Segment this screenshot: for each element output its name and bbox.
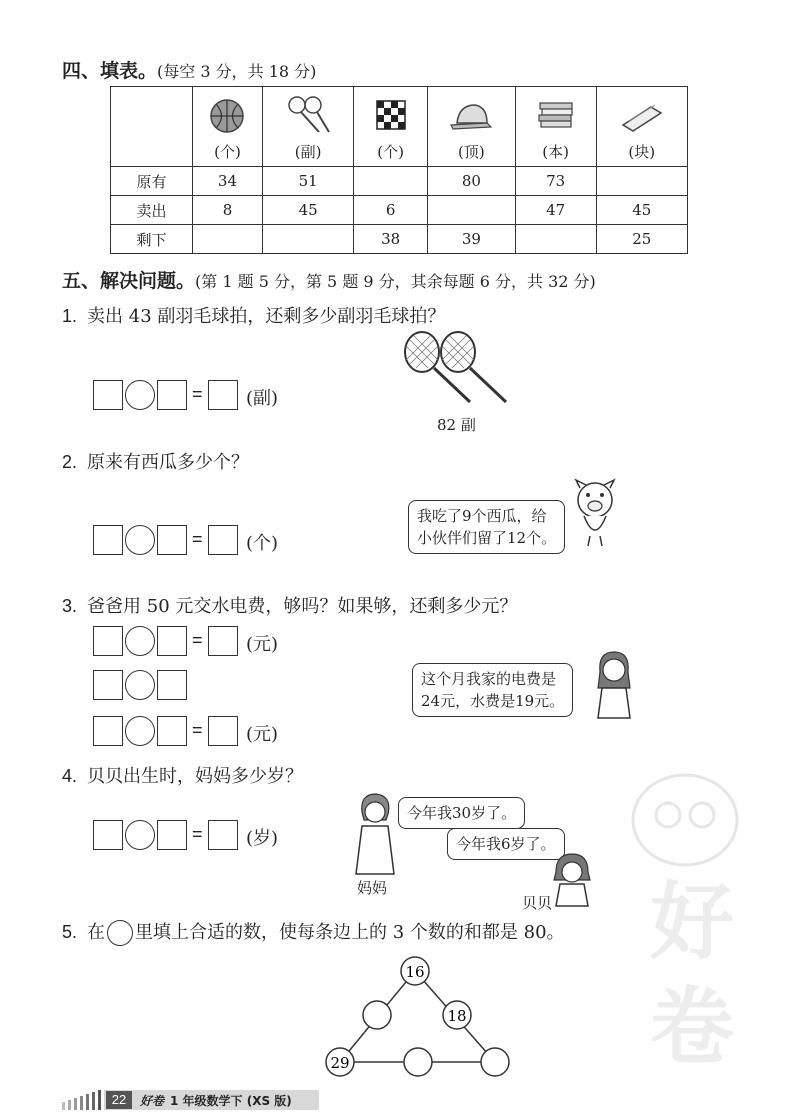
speech-bubble [412, 663, 573, 717]
question-text-after: 里填上合适的数，使每条边上的 3 个数的和都是 80。 [135, 922, 565, 943]
answer-box[interactable] [157, 626, 187, 656]
result-box[interactable] [208, 716, 238, 746]
section4-note: (每空 3 分，共 18 分) [157, 62, 317, 81]
footer-stripes-icon [60, 1090, 104, 1110]
table-cell[interactable]: 45 [596, 196, 688, 225]
table-cell[interactable]: 45 [262, 196, 353, 225]
unit-label: (块) [628, 143, 656, 161]
racket-caption: 82 副 [437, 416, 476, 434]
operator-circle[interactable] [125, 626, 155, 656]
bubble-line: 小伙伴们留了12个。 [417, 529, 557, 547]
table-header-cell [262, 87, 353, 167]
table-cell[interactable]: 38 [354, 225, 428, 254]
node-bottom-left[interactable] [326, 1048, 354, 1076]
answer-box[interactable] [157, 820, 187, 850]
unit-label: (个) [246, 533, 279, 554]
table-cell[interactable] [427, 196, 515, 225]
table-header-row [111, 87, 688, 167]
table-cell[interactable]: 80 [427, 167, 515, 196]
table-row [111, 196, 688, 225]
question-text: 贝贝出生时，妈妈多少岁？ [87, 766, 304, 787]
equals-sign: = [192, 824, 203, 844]
result-box[interactable] [208, 380, 238, 410]
node-bottom-right[interactable] [481, 1048, 509, 1076]
row-label: 卖出 [111, 196, 193, 225]
table-row [111, 225, 688, 254]
table-cell[interactable]: 39 [427, 225, 515, 254]
answer-box[interactable] [93, 380, 123, 410]
bubble-line: 24元，水费是19元。 [421, 692, 565, 710]
table-cell[interactable] [354, 167, 428, 196]
operator-circle[interactable] [125, 380, 155, 410]
question-number: 2. [62, 452, 78, 472]
node-bottom-mid[interactable] [404, 1048, 432, 1076]
section5-note: (第 1 题 5 分，第 5 题 9 分，其余每题 6 分，共 32 分) [195, 272, 596, 291]
question-5 [62, 918, 565, 946]
node-bottom-left-value: 29 [330, 1054, 350, 1072]
unit-label: (岁) [246, 828, 279, 849]
number-triangle [318, 952, 518, 1084]
page-number: 22 [106, 1091, 132, 1109]
speech-bubble-mom: 今年我30岁了。 [398, 797, 525, 829]
node-top-value: 16 [405, 963, 425, 981]
kid-label: 贝贝 [522, 894, 553, 912]
row-label: 原有 [111, 167, 193, 196]
row-label: 剩下 [111, 225, 193, 254]
bubble-line: 我吃了9个西瓜，给 [417, 507, 547, 525]
question-text: 卖出 43 副羽毛球拍，还剩多少副羽毛球拍？ [87, 306, 446, 327]
girl-character-icon [590, 648, 638, 720]
question-text-before: 在 [87, 922, 106, 943]
equals-sign: = [192, 384, 203, 404]
result-box[interactable] [208, 525, 238, 555]
section4-heading [62, 56, 316, 83]
question-2 [62, 448, 249, 474]
unit-label: (元) [246, 634, 279, 655]
result-box[interactable] [208, 820, 238, 850]
answer-box[interactable] [93, 820, 123, 850]
table-header-cell [515, 87, 596, 167]
footer-brand: 好卷 [140, 1094, 165, 1108]
unit-label: (顶) [458, 143, 485, 161]
table-corner-cell [111, 87, 193, 167]
table-cell[interactable]: 25 [596, 225, 688, 254]
watermark-bottom: 卷 [650, 978, 735, 1076]
cube-icon [371, 95, 411, 135]
table-header-cell [596, 87, 688, 167]
child-character-icon [548, 852, 596, 908]
unit-label: (副) [294, 143, 322, 161]
operator-circle[interactable] [125, 670, 155, 700]
result-box[interactable] [208, 626, 238, 656]
section4-title: 四、填表。 [62, 60, 158, 82]
question-1 [62, 302, 445, 328]
watermark-top: 好 [650, 873, 735, 971]
table-cell[interactable]: 6 [354, 196, 428, 225]
table-cell[interactable]: 51 [262, 167, 353, 196]
table-cell[interactable]: 34 [193, 167, 263, 196]
eraser-icon [617, 101, 667, 135]
answer-box[interactable] [157, 716, 187, 746]
unit-label: (个) [214, 143, 241, 161]
mom-label: 妈妈 [357, 879, 388, 897]
pig-character-icon [570, 478, 620, 548]
bubble-line: 这个月我家的电费是 [421, 670, 557, 688]
question-number: 4. [62, 766, 78, 786]
operator-circle[interactable] [125, 820, 155, 850]
unit-label: (个) [377, 143, 405, 161]
table-header-cell [193, 87, 263, 167]
speech-bubble [408, 500, 565, 554]
table-cell[interactable]: 8 [193, 196, 263, 225]
equals-sign: = [192, 630, 203, 650]
equals-sign: = [192, 720, 203, 740]
answer-box[interactable] [93, 716, 123, 746]
unit-label: (本) [542, 143, 569, 161]
answer-box[interactable] [93, 525, 123, 555]
table-header-cell [427, 87, 515, 167]
unit-label: (副) [246, 388, 279, 409]
footer-title [140, 1092, 292, 1109]
unit-label: (元) [246, 724, 279, 745]
question-text: 爸爸用 50 元交水电费，够吗？如果够，还剩多少元？ [87, 596, 518, 617]
mascot-watermark-icon [620, 760, 750, 870]
table-cell[interactable]: 73 [515, 167, 596, 196]
section5-title: 五、解决问题。 [62, 270, 196, 292]
table-cell[interactable] [596, 167, 688, 196]
answer-box[interactable] [157, 525, 187, 555]
section5-heading [62, 266, 596, 293]
fill-table [110, 86, 688, 254]
table-row [111, 167, 688, 196]
inline-circle-icon [107, 920, 133, 946]
operator-circle[interactable] [125, 716, 155, 746]
table-cell[interactable] [193, 225, 263, 254]
node-left-mid[interactable] [363, 1001, 391, 1029]
badminton-racket-icon [400, 330, 515, 408]
question-text: 原来有西瓜多少个？ [87, 452, 250, 473]
footer-text: 1 年级数学下 (XS 版) [170, 1094, 292, 1108]
node-top[interactable] [401, 957, 429, 985]
racket-icon [283, 95, 333, 135]
table-cell[interactable] [515, 225, 596, 254]
books-icon [534, 97, 578, 135]
basketball-icon [208, 97, 246, 135]
table-cell[interactable] [262, 225, 353, 254]
answer-box[interactable] [93, 670, 123, 700]
operator-circle[interactable] [125, 525, 155, 555]
node-right-mid[interactable] [443, 1001, 471, 1029]
speech-bubble-kid: 今年我6岁了。 [447, 828, 565, 860]
node-right-mid-value: 18 [447, 1007, 467, 1025]
answer-box[interactable] [157, 670, 187, 700]
question-4 [62, 762, 303, 788]
cap-icon [447, 99, 495, 135]
table-cell[interactable]: 47 [515, 196, 596, 225]
answer-box[interactable] [93, 626, 123, 656]
answer-box[interactable] [157, 380, 187, 410]
question-number: 3. [62, 596, 78, 616]
mother-character-icon [350, 792, 400, 876]
table-header-cell [354, 87, 428, 167]
question-3 [62, 592, 517, 618]
equals-sign: = [192, 529, 203, 549]
question-number: 1. [62, 306, 78, 326]
question-number: 5. [62, 922, 78, 942]
